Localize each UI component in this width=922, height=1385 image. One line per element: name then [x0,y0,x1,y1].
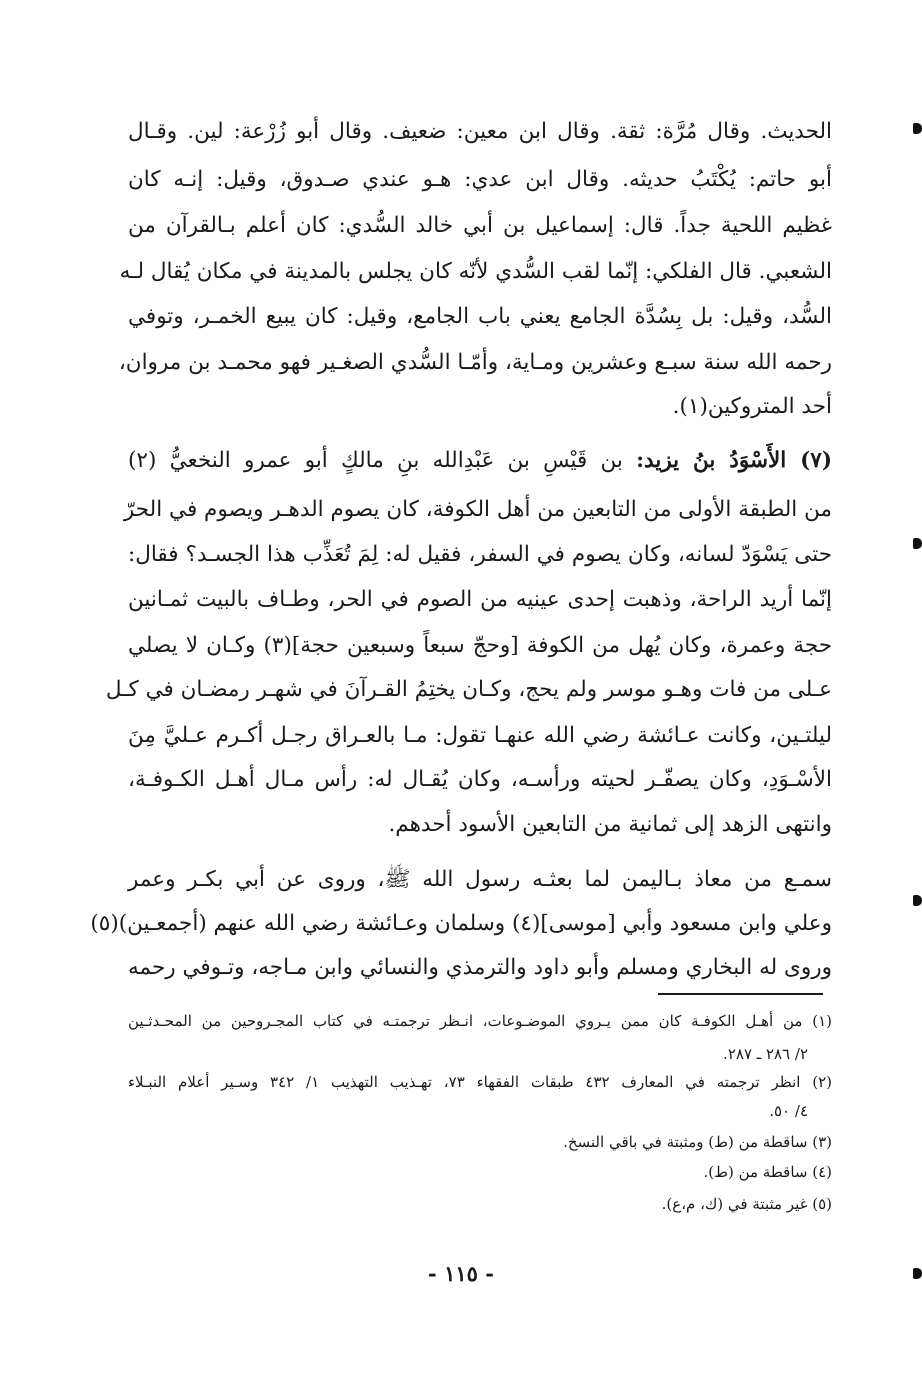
margin-mark-icon [913,1268,922,1279]
footnote-5: (٥) غير مثبتة في (ك، م،ع). [661,1195,832,1213]
body-line-11: إنّما أريد الراحة، وذهبت إحدى عينيه من الصوم في الحر، وطـاف بالبيت ثمـانين [128,587,832,612]
body-line-2: أبو حاتم: يُكْتَبُ حديثه. وقال ابن عدي: هـو عندي صـدوق، وقيل: إنـه كان [128,167,832,192]
body-line-14: ليلتـين، وكانت عـائشة رضي الله عنهـا تقول: مـا بالعـراق رجـل أكـرم عـليَّ مِنَ [128,723,832,748]
body-line-17: سمـع من معاذ بـاليمن لما بعثـه رسول الله ﷺ، وروى عن أبي بكـر وعمر [128,867,832,892]
footnote-separator [658,993,823,995]
body-line-5: السُّد، وقيل: بل بِسُدَّة الجامع يعني باب الجامع، وقيل: كان يبيع الخمـر، وتوفي [128,304,832,329]
margin-mark-icon [913,123,922,134]
entry-heading: (٧) الأَسْوَدُ بنُ يزيد: [636,448,833,473]
footnote-1: (١) من أهـل الكوفـة كان ممن يـروي الموضـوعات، انـظر ترجمتـه في كتاب المجـروحين من المحـدثـين [128,1012,832,1030]
footnote-1-continued: ٢/ ٢٨٦ ـ ٢٨٧. [723,1045,808,1063]
body-line-7: أحد المتروكين(١). [672,394,832,419]
entry-heading-line [128,441,832,481]
body-line-19: وروى له البخاري ومسلم وأبو داود والترمذي والنسائي وابن مـاجه، وتـوفي رحمه [128,955,832,980]
body-line-1: الحديث. وقال مُرَّة: ثقة. وقال ابن معين: ضعيف. وقال أبو زُرْعة: لين. وقـال [128,119,832,144]
body-line-10: حتى يَسْوَدّ لسانه، وكان يصوم في السفر، فقيل له: لِمَ تُعَذِّب هذا الجسـد؟ فقال: [128,542,832,567]
margin-mark-icon [913,895,922,906]
entry-lineage: بن قَيْسِ بن عَبْدِالله بنِ مالكٍ أبو عمرو النخعيُّ (٢) [128,448,637,473]
body-line-4: الشعبي. قال الفلكي: إنّما لقب السُّدي لأنّه كان يجلس بالمدينة في مكان يُقال لـه [119,259,832,284]
body-line-12: حجة وعمرة، وكان يُهل من الكوفة [وحجّ سبعاً وسبعين حجة](٣) وكـان لا يصلي [128,633,833,658]
footnote-2-continued: ٤/ ٥٠. [769,1102,808,1120]
body-line-6: رحمه الله سنة سبـع وعشرين ومـاية، وأمّـا السُّدي الصغـير فهو محمـد بن مروان، [118,350,832,375]
body-line-16: وانتهى الزهد إلى ثمانية من التابعين الأسود أحدهم. [388,812,832,837]
body-line-3: غظيم اللحية جداً. قال: إسماعيل بن أبي خالد السُّدي: كان أعلم بـالقرآن من [128,213,832,238]
body-line-9: من الطبقة الأولى من التابعين من أهل الكوفة، كان يصوم الدهـر ويصوم في الحرّ [123,497,832,522]
footnote-2: (٢) انظر ترجمته في المعارف ٤٣٢ طبقات الفقهاء ٧٣، تهـذيب التهذيب ١/ ٣٤٢ وسـير أعلام النبـلاء [128,1073,833,1091]
body-line-18: وعلي وابن مسعود وأبي [موسى](٤) وسلمان وعـائشة رضي الله عنهم (أجمعـين)(٥) [90,911,832,936]
margin-mark-icon [913,538,922,549]
footnote-4: (٤) ساقطة من (ط). [703,1163,832,1181]
page-number: - ١١٥ - [428,1261,494,1286]
footnote-3: (٣) ساقطة من (ط) ومثبتة في باقي النسخ. [563,1133,832,1151]
body-line-13: عـلى من فات وهـو موسر ولم يحج، وكـان يختِمُ القـرآنَ في شهـر رمضـان في كـل [105,677,832,702]
body-line-15: الأسْـوَدِ، وكان يصفّـر لحيته ورأسـه، وكان يُقـال له: رأس مـال أهـل الكـوفـة، [128,767,832,792]
